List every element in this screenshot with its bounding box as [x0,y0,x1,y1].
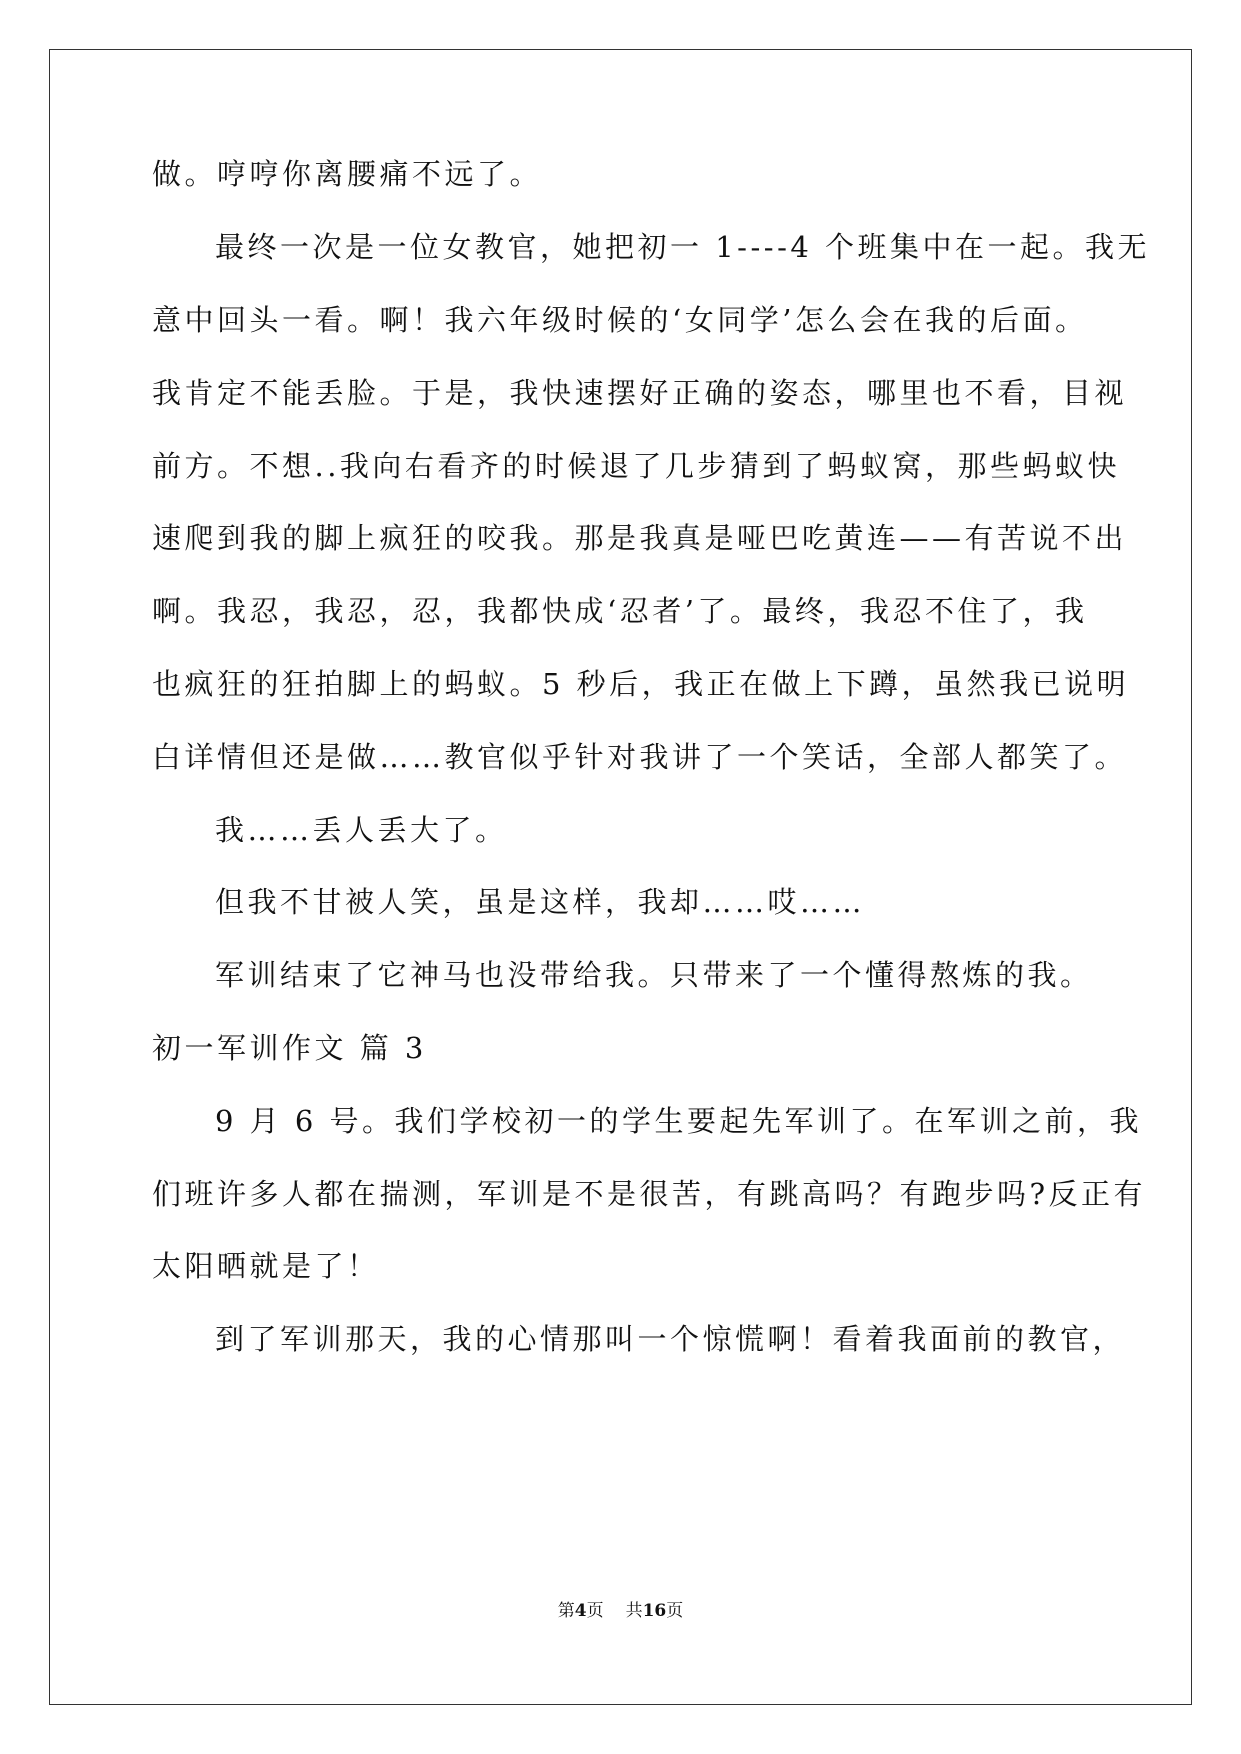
page-mid: 页 [586,1601,604,1621]
text-line: 最终一次是一位女教官，她把初一 1----4 个班集中在一起。我无 [215,230,1151,264]
page-frame [49,49,1192,1705]
text-line: 我……丢人丢大了。 [215,813,508,847]
total-prefix: 共 [625,1601,643,1621]
text-line: 意中回头一看。啊！我六年级时候的‘女同学’怎么会在我的后面。 [152,303,1088,337]
text-line: 但我不甘被人笑，虽是这样，我却……哎…… [215,885,866,919]
text-line: 我肯定不能丢脸。于是，我快速摆好正确的姿态，哪里也不看，目视 [152,376,1128,410]
section-heading: 初一军训作文 篇 3 [152,1031,427,1065]
text-line: 到了军训那天，我的心情那叫一个惊慌啊！看着我面前的教官， [215,1322,1126,1356]
text-line: 啊。我忍，我忍，忍，我都快成‘忍者’了。最终，我忍不住了，我 [152,594,1088,628]
text-line: 9 月 6 号。我们学校初一的学生要起先军训了。在军训之前，我 [215,1104,1143,1138]
text-line: 做。哼哼你离腰痛不远了。 [152,157,543,191]
page-total: 16 [642,1601,667,1621]
text-line: 们班许多人都在揣测，军训是不是很苦，有跳高吗？有跑步吗?反正有 [152,1177,1147,1211]
page-prefix: 第 [557,1601,575,1621]
text-line: 速爬到我的脚上疯狂的咬我。那是我真是哑巴吃黄连——有苦说不出 [152,521,1128,555]
text-line: 也疯狂的狂拍脚上的蚂蚁。5 秒后，我正在做上下蹲，虽然我已说明 [152,667,1130,701]
page-current: 4 [574,1601,587,1621]
text-line: 白详情但还是做……教官似乎针对我讲了一个笑话，全部人都笑了。 [152,740,1128,774]
total-suffix: 页 [666,1601,684,1621]
page-footer [0,1599,1241,1623]
text-line: 太阳晒就是了！ [152,1249,380,1283]
text-line: 军训结束了它神马也没带给我。只带来了一个懂得熬炼的我。 [215,958,1093,992]
text-line: 前方。不想..我向右看齐的时候退了几步猜到了蚂蚁窝，那些蚂蚁快 [152,449,1120,483]
